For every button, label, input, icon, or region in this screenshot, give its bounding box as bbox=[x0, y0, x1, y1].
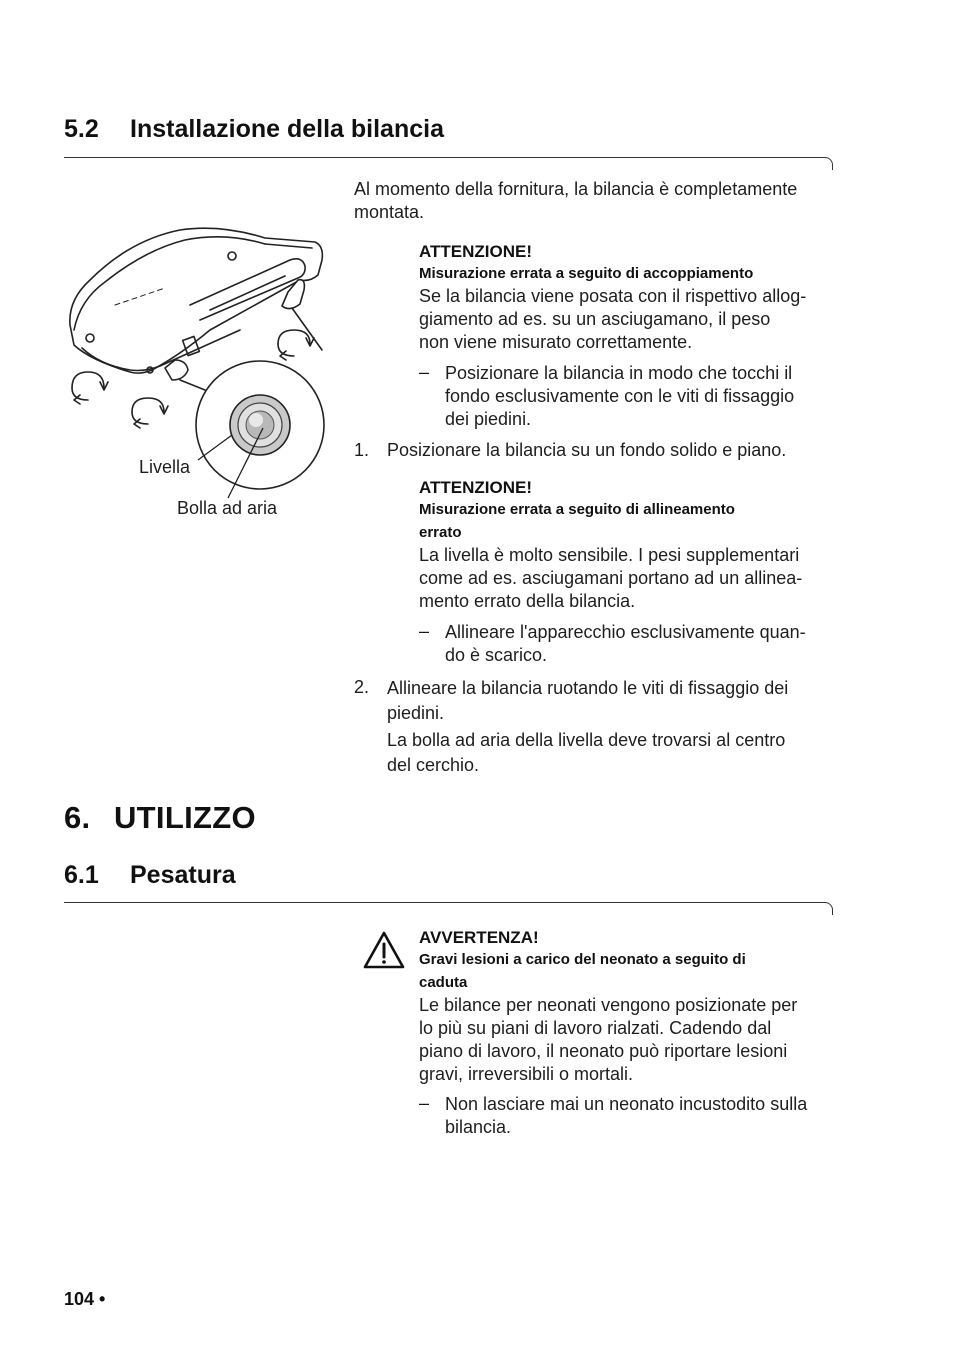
subtitle-line: errato bbox=[419, 524, 462, 541]
bullet-dash: – bbox=[419, 362, 430, 382]
bullet-dash: – bbox=[419, 621, 430, 641]
section-5-2-heading bbox=[64, 115, 444, 144]
bullet-line: bilancia. bbox=[445, 1117, 512, 1137]
section-rule bbox=[64, 902, 824, 903]
step-number: 1. bbox=[354, 440, 370, 460]
label-bolla-ad-aria: Bolla ad aria bbox=[177, 498, 278, 518]
bullet-line: fondo esclusivamente con le viti di fissaggio bbox=[445, 386, 795, 406]
caution-subtitle: Misurazione errata a seguito di accoppiamento bbox=[419, 265, 754, 282]
note-line: del cerchio. bbox=[387, 755, 480, 775]
caution-bullet bbox=[445, 362, 845, 431]
warning-triangle-icon bbox=[362, 930, 406, 970]
section-rule bbox=[64, 157, 824, 158]
section-number: 5.2 bbox=[64, 115, 99, 143]
section-number: 6.1 bbox=[64, 861, 99, 889]
bullet-dash: – bbox=[419, 1093, 430, 1113]
bullet-line: dei piedini. bbox=[445, 409, 532, 429]
caution-bullet bbox=[445, 621, 845, 667]
body-line: come ad es. asciugamani portano ad un allinea- bbox=[419, 568, 803, 588]
step-line: Allineare la bilancia ruotando le viti di fissaggio dei bbox=[387, 678, 789, 698]
section-rule-end bbox=[824, 157, 833, 170]
warning-block bbox=[419, 928, 849, 1086]
body-line: non viene misurato correttamente. bbox=[419, 332, 693, 352]
chapter-title: UTILIZZO bbox=[114, 800, 256, 835]
label-livella: Livella bbox=[139, 457, 191, 477]
caution-label: ATTENZIONE! bbox=[419, 478, 533, 497]
section-6-1-heading bbox=[64, 861, 236, 890]
warning-label: AVVERTENZA! bbox=[419, 928, 539, 947]
body-line: giamento ad es. su un asciugamano, il peso bbox=[419, 309, 771, 329]
bullet-line: Posizionare la bilancia in modo che tocchi il bbox=[445, 363, 793, 383]
subtitle-line: Misurazione errata a seguito di allineamento bbox=[419, 501, 735, 518]
body-line: gravi, irreversibili o mortali. bbox=[419, 1064, 634, 1084]
step-text bbox=[387, 676, 847, 726]
warning-bullet bbox=[445, 1093, 845, 1139]
body-line: lo più su piani di lavoro rialzati. Cadendo dal bbox=[419, 1018, 772, 1038]
caution-subtitle bbox=[419, 498, 849, 544]
subtitle-line: caduta bbox=[419, 974, 468, 991]
section-title: Pesatura bbox=[130, 861, 236, 889]
section-title: Installazione della bilancia bbox=[130, 115, 444, 143]
intro-line: montata. bbox=[354, 202, 425, 222]
step-number: 2. bbox=[354, 677, 370, 697]
subtitle-line: Gravi lesioni a carico del neonato a seguito di bbox=[419, 951, 746, 968]
step-note bbox=[387, 728, 847, 778]
intro-line: Al momento della fornitura, la bilancia è completamente bbox=[354, 179, 798, 199]
body-line: mento errato della bilancia. bbox=[419, 591, 636, 611]
step-text: Posizionare la bilancia su un fondo solido e piano. bbox=[387, 440, 787, 460]
intro-paragraph bbox=[354, 178, 844, 224]
caution-label: ATTENZIONE! bbox=[419, 242, 533, 261]
section-rule-end bbox=[824, 902, 833, 915]
step-line: piedini. bbox=[387, 703, 445, 723]
body-line: piano di lavoro, il neonato può riportare lesioni bbox=[419, 1041, 788, 1061]
caution-block-2 bbox=[419, 478, 849, 613]
body-line: Le bilance per neonati vengono posizionate per bbox=[419, 995, 798, 1015]
caution-body bbox=[419, 544, 849, 613]
body-line: La livella è molto sensibile. I pesi supplementari bbox=[419, 545, 800, 565]
chapter-6-heading bbox=[64, 800, 256, 836]
bullet-line: do è scarico. bbox=[445, 645, 548, 665]
caution-body bbox=[419, 285, 849, 354]
warning-body bbox=[419, 994, 849, 1086]
warning-subtitle bbox=[419, 948, 849, 994]
page-number: 104 • bbox=[64, 1289, 106, 1309]
caution-block-1 bbox=[419, 242, 849, 354]
note-line: La bolla ad aria della livella deve trovarsi al centro bbox=[387, 730, 786, 750]
chapter-number: 6. bbox=[64, 800, 91, 835]
bullet-line: Non lasciare mai un neonato incustodito sulla bbox=[445, 1094, 808, 1114]
bullet-line: Allineare l'apparecchio esclusivamente quan- bbox=[445, 622, 806, 642]
scale-illustration bbox=[60, 220, 340, 520]
body-line: Se la bilancia viene posata con il rispettivo allog- bbox=[419, 286, 807, 306]
